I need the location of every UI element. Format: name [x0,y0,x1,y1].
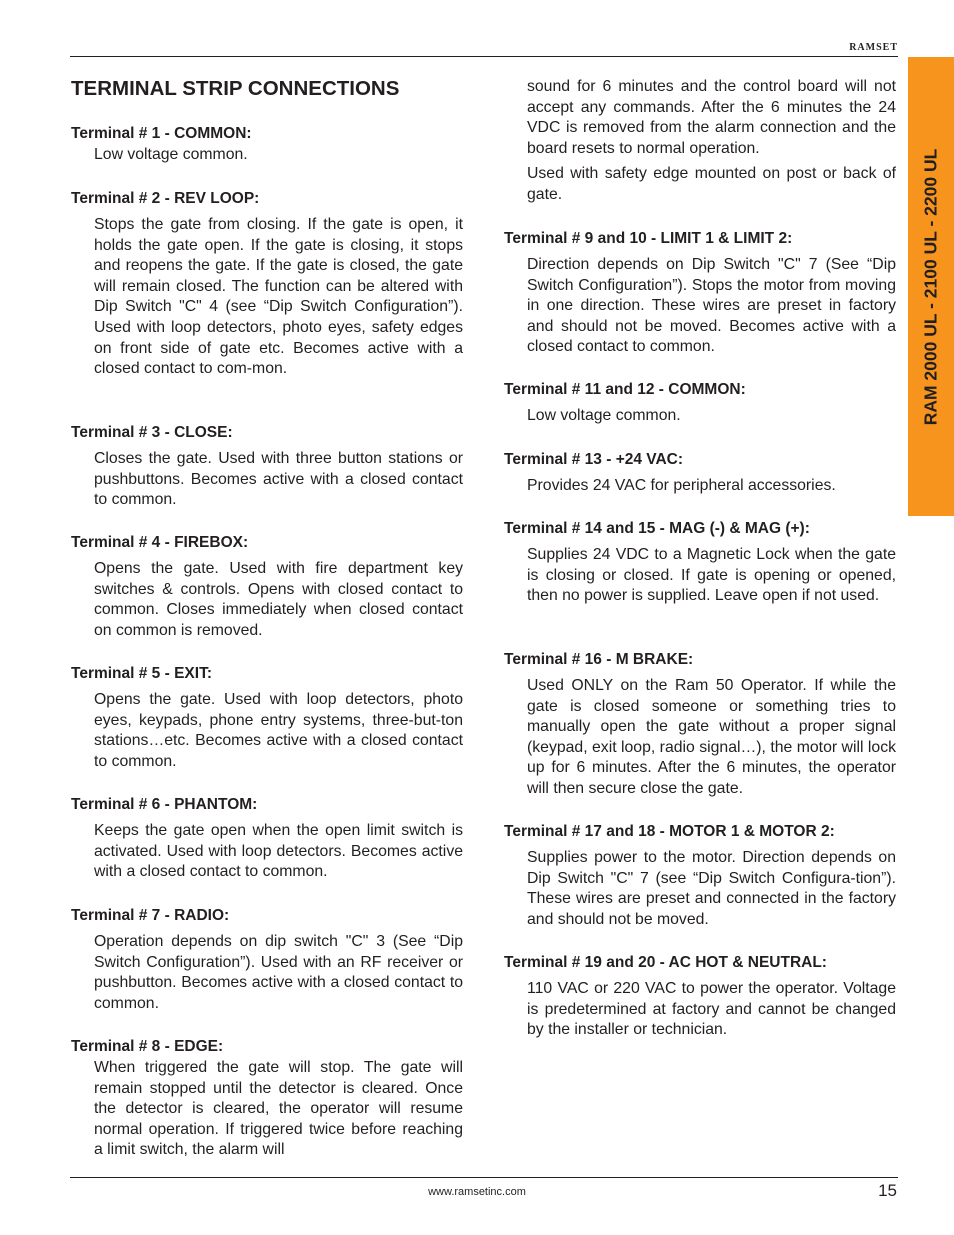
terminal-heading: Terminal # 1 - COMMON: [71,125,252,142]
terminal-heading: Terminal # 14 and 15 - MAG (-) & MAG (+): [504,520,810,537]
side-tab-label: RAM 2000 UL - 2100 UL - 2200 UL [920,148,941,426]
terminal-13 [504,449,896,497]
terminal-1 [71,123,463,166]
terminal-description: Opens the gate. Used with fire department key switches & controls. Opens with closed contact to common. Closes immediately when closed contact on common is removed. [94,560,463,639]
terminal-description: Supplies 24 VDC to a Magnetic Lock when the gate is closing or closed. If gate is opening or opened, then no power is supplied. Leave open if not used. [527,546,896,605]
terminal-heading: Terminal # 13 - +24 VAC: [504,451,684,468]
page-number: 15 [878,1181,897,1200]
terminal-8 [71,1036,463,1161]
terminal-description: Low voltage common. [527,407,681,424]
terminal-heading: Terminal # 11 and 12 - COMMON: [504,381,746,398]
footer-url: www.ramsetinc.com [428,1186,526,1198]
terminal-heading: Terminal # 19 and 20 - AC HOT & NEUTRAL: [504,954,827,971]
footer-rule [70,1177,898,1178]
terminal-heading: Terminal # 6 - PHANTOM: [71,796,258,813]
terminal-6 [71,794,463,883]
terminal-heading: Terminal # 5 - EXIT: [71,665,212,682]
terminal-5 [71,663,463,772]
terminal-description: Keeps the gate open when the open limit switch is activated. Used with loop detectors. Becomes active with a closed contact to common. [94,822,463,881]
terminal-description: Opens the gate. Used with loop detectors, photo eyes, keypads, phone entry systems, three-but-ton stations…etc. Becomes active with a closed contact to common. [94,691,463,770]
terminal-description: Low voltage common. [94,146,248,163]
terminal-description: Used ONLY on the Ram 50 Operator. If while the gate is closed someone or something tries to manually open the gate without a proper signal (keypad, exit loop, radio signal…), the motor will lock up for 6 minutes. After the 6 minutes, the operator will then secure close the gate. [527,677,896,797]
terminal-19-20 [504,952,896,1041]
terminal-heading: Terminal # 17 and 18 - MOTOR 1 & MOTOR 2: [504,823,835,840]
terminal-description: 110 VAC or 220 VAC to power the operator. Voltage is predetermined at factory and cannot be changed by the installer or technician. [527,980,896,1039]
terminal-description: Closes the gate. Used with three button stations or pushbuttons. Becomes active with a closed contact to common. [94,450,463,509]
terminal-description: Supplies power to the motor. Direction depends on Dip Switch "C" 7 (see “Dip Switch Configura-tion”). These wires are preset and connected in the factory and should not be moved. [527,849,896,928]
side-tab [908,57,954,516]
terminal-description: sound for 6 minutes and the control board will not accept any commands. After the 6 minutes the 24 VDC is removed from the alarm connection and the board resets to normal operation. [527,78,896,157]
brand-name: RAMSET [849,42,898,53]
terminal-9-10 [504,228,896,358]
terminal-14-15 [504,518,896,607]
terminal-description: Provides 24 VAC for peripheral accessories. [527,477,836,494]
terminal-4 [71,532,463,641]
terminal-description: Operation depends on dip switch "C" 3 (See “Dip Switch Configuration”). Used with an RF receiver or pushbutton. Becomes active with a closed contact to common. [94,933,463,1012]
terminal-11-12 [504,379,896,427]
terminal-2 [71,188,463,380]
header-rule [70,56,898,57]
terminal-description: Stops the gate from closing. If the gate is open, it holds the gate open. If the gate is closing, it stops and reopens the gate. If the gate is closed, the gate will remain closed. The function can be altered with Dip Switch "C" 4 (see “Dip Switch Configuration”). Used with loop detectors, photo eyes, safety edges on front side of gate etc. Becomes active with a closed contact to com-mon. [94,216,463,378]
page-title: TERMINAL STRIP CONNECTIONS [71,77,400,100]
terminal-3 [71,422,463,511]
terminal-heading: Terminal # 4 - FIREBOX: [71,534,249,551]
terminal-heading: Terminal # 9 and 10 - LIMIT 1 & LIMIT 2: [504,230,793,247]
terminal-description: When triggered the gate will stop. The gate will remain stopped until the detector is cleared. Once the detector is cleared, the operator will resume normal operation. If triggered twice before reaching a limit switch, the alarm will [94,1059,463,1159]
terminal-heading: Terminal # 16 - M BRAKE: [504,651,694,668]
terminal-heading: Terminal # 7 - RADIO: [71,907,230,924]
terminal-heading: Terminal # 3 - CLOSE: [71,424,233,441]
terminal-description: Direction depends on Dip Switch "C" 7 (See “Dip Switch Configuration”). Stops the motor from moving in one direction. These wires are preset in factory and should not be moved. Becomes active with a closed contact to common. [527,256,896,356]
terminal-17-18 [504,821,896,930]
terminal-description: Used with safety edge mounted on post or back of gate. [527,165,896,203]
terminal-heading: Terminal # 2 - REV LOOP: [71,190,260,207]
terminal-heading: Terminal # 8 - EDGE: [71,1038,224,1055]
terminal-8-continued [504,77,896,206]
terminal-7 [71,905,463,1014]
terminal-16 [504,649,896,800]
